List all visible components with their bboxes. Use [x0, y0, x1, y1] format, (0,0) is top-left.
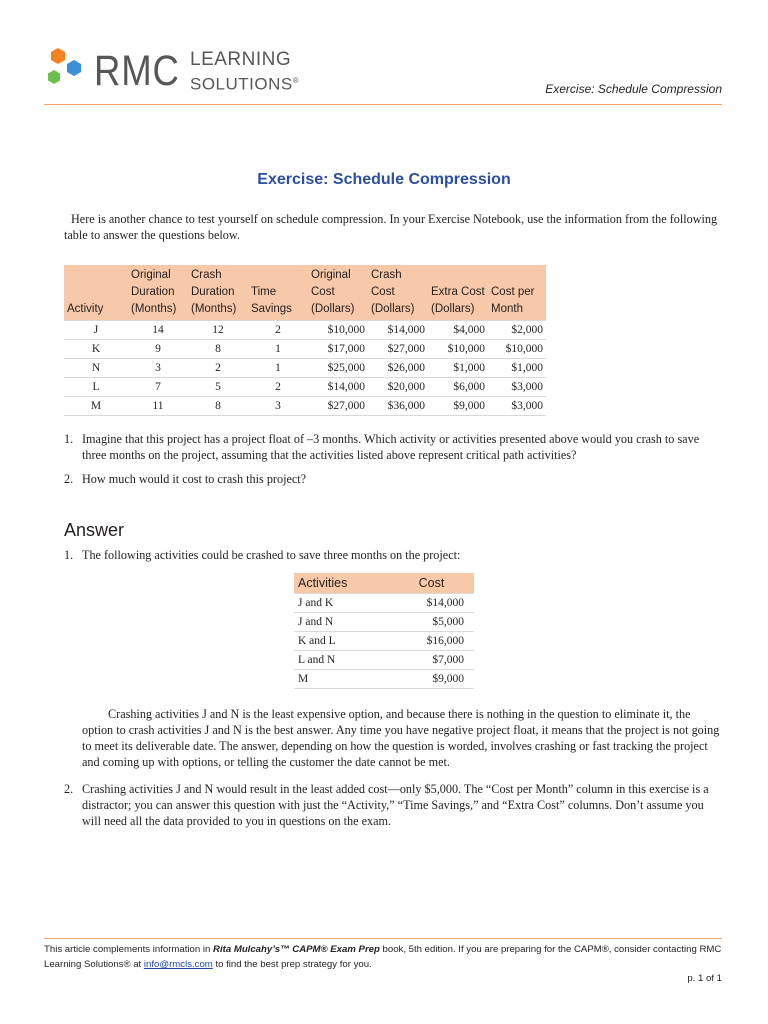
answer-list-1 — [64, 547, 724, 571]
cell: 5 — [188, 378, 248, 397]
cell: $27,000 — [308, 397, 368, 416]
list-number: 2. — [64, 782, 74, 796]
footer-divider — [44, 938, 722, 939]
schedule-table-header — [64, 265, 546, 321]
list-item — [64, 547, 724, 563]
list-number: 2. — [64, 472, 74, 486]
cell-activity: M — [64, 397, 128, 416]
email-link[interactable]: info@rmcls.com — [143, 959, 213, 970]
book-title: Rita Mulcahy’s™ CAPM® Exam Prep — [213, 944, 380, 955]
cell: J and K — [294, 594, 389, 613]
cell: J and N — [294, 613, 389, 632]
col-crash-duration: Crash Duration (Months) — [191, 269, 237, 315]
col-cost-per-month: Cost per Month — [491, 286, 535, 315]
cell: $6,000 — [428, 378, 488, 397]
cell: $20,000 — [368, 378, 428, 397]
answer-text: The following activities could be crashed to save three months on the project: — [82, 548, 461, 562]
table-row — [294, 651, 474, 670]
header-title: Exercise: Schedule Compression — [545, 82, 722, 96]
table-row — [64, 359, 546, 378]
cell: $2,000 — [488, 321, 546, 340]
page-title: Exercise: Schedule Compression — [257, 171, 511, 188]
answer-heading: Answer — [64, 520, 125, 540]
cell: M — [294, 670, 389, 689]
cell: $4,000 — [428, 321, 488, 340]
rmc-logo — [44, 44, 314, 94]
cell: 8 — [188, 397, 248, 416]
col-cost: Cost — [418, 576, 445, 590]
cell: $27,000 — [368, 340, 428, 359]
cell: 3 — [128, 359, 188, 378]
answer-list-2 — [64, 781, 724, 837]
cell: $14,000 — [308, 378, 368, 397]
cell: $5,000 — [389, 613, 474, 632]
cell: $10,000 — [488, 340, 546, 359]
schedule-table — [64, 265, 546, 416]
list-item — [64, 781, 724, 829]
cell-activity: L — [64, 378, 128, 397]
cell: $10,000 — [308, 321, 368, 340]
cell: $7,000 — [389, 651, 474, 670]
cell-activity: N — [64, 359, 128, 378]
explanation-paragraph: Crashing activities J and N is the least expensive option, and because there is nothing in the question to eliminate it, the option to crash activities J and N is the best answer. Any time you have negative project float, it means that the project is not going to meet its deliverable date. The answer, depending on how the question is worded, involves crashing or fast tracking the project and coming up with options, or telling the customer the date cannot be met. — [82, 707, 720, 769]
cell: 9 — [128, 340, 188, 359]
cell: $26,000 — [368, 359, 428, 378]
list-item — [64, 431, 724, 463]
cell: $9,000 — [428, 397, 488, 416]
cell: $14,000 — [368, 321, 428, 340]
cell: $25,000 — [308, 359, 368, 378]
cell-activity: J — [64, 321, 128, 340]
table-row — [64, 340, 546, 359]
cell: 7 — [128, 378, 188, 397]
cell: $36,000 — [368, 397, 428, 416]
cell: 14 — [128, 321, 188, 340]
table-row — [64, 321, 546, 340]
header-divider — [44, 104, 722, 105]
cell: L and N — [294, 651, 389, 670]
col-time-savings: Time Savings — [251, 286, 292, 315]
cell: 12 — [188, 321, 248, 340]
list-number: 1. — [64, 548, 74, 562]
table-row — [294, 632, 474, 651]
cell: 1 — [248, 340, 308, 359]
table-row — [294, 613, 474, 632]
cell: 1 — [248, 359, 308, 378]
list-item — [64, 471, 724, 487]
cell: $17,000 — [308, 340, 368, 359]
footer-text: This article complements information in Rita Mulcahy’s™ CAPM® Exam Prep book, 5th edition. If you are preparing for the CAPM®, consider contacting RMC Learning Solutions® at info@rmcls.com to find the best prep strategy for you. — [44, 944, 722, 970]
col-activity: Activity — [67, 303, 104, 315]
intro-paragraph: Here is another chance to test yourself on schedule compression. In your Exercise Notebook, use the information from the following table to answer the questions below. — [64, 212, 718, 242]
cell: 2 — [248, 321, 308, 340]
logo-solutions-text: SOLUTIONS® — [190, 74, 300, 94]
cell: $10,000 — [428, 340, 488, 359]
col-original-duration: Original Duration (Months) — [131, 269, 177, 315]
table-row — [64, 397, 546, 416]
table-row — [294, 594, 474, 613]
cell: 2 — [188, 359, 248, 378]
logo-learning-text: LEARNING — [190, 49, 292, 70]
hexagon-cluster-icon — [44, 46, 88, 92]
col-crash-cost: Crash Cost (Dollars) — [371, 269, 415, 315]
cell: 3 — [248, 397, 308, 416]
table-row — [64, 378, 546, 397]
col-original-cost: Original Cost (Dollars) — [311, 269, 355, 315]
logo-rmc-text: RMC — [94, 47, 180, 95]
col-extra-cost: Extra Cost (Dollars) — [431, 286, 485, 315]
cell: $3,000 — [488, 397, 546, 416]
cell: $1,000 — [488, 359, 546, 378]
activities-cost-table — [294, 573, 474, 689]
question-text: How much would it cost to crash this project? — [82, 472, 307, 486]
cell: $3,000 — [488, 378, 546, 397]
cell: $1,000 — [428, 359, 488, 378]
cell-activity: K — [64, 340, 128, 359]
cell: $14,000 — [389, 594, 474, 613]
answer-text: Crashing activities J and N would result in the least added cost—only $5,000. The “Cost per Month” column in this exercise is a distractor; you can answer this question with just the “Activity,” “Time Savings,” and “Extra Cost” columns. Don’t assume you will need all the data provided to you in questions on the exam. — [82, 782, 709, 828]
cell: K and L — [294, 632, 389, 651]
cell: $16,000 — [389, 632, 474, 651]
table-row — [294, 670, 474, 689]
question-list — [64, 431, 724, 495]
question-text: Imagine that this project has a project float of –3 months. Which activity or activities presented above would you crash to save three months on the project, assuming that the activities listed above represent critical path activities? — [82, 432, 700, 462]
cell: 2 — [248, 378, 308, 397]
cell: $9,000 — [389, 670, 474, 689]
page-number: p. 1 of 1 — [687, 973, 722, 984]
cell: 8 — [188, 340, 248, 359]
cell: 11 — [128, 397, 188, 416]
activities-table-header — [294, 573, 474, 594]
list-number: 1. — [64, 432, 74, 446]
col-activities: Activities — [298, 576, 348, 590]
